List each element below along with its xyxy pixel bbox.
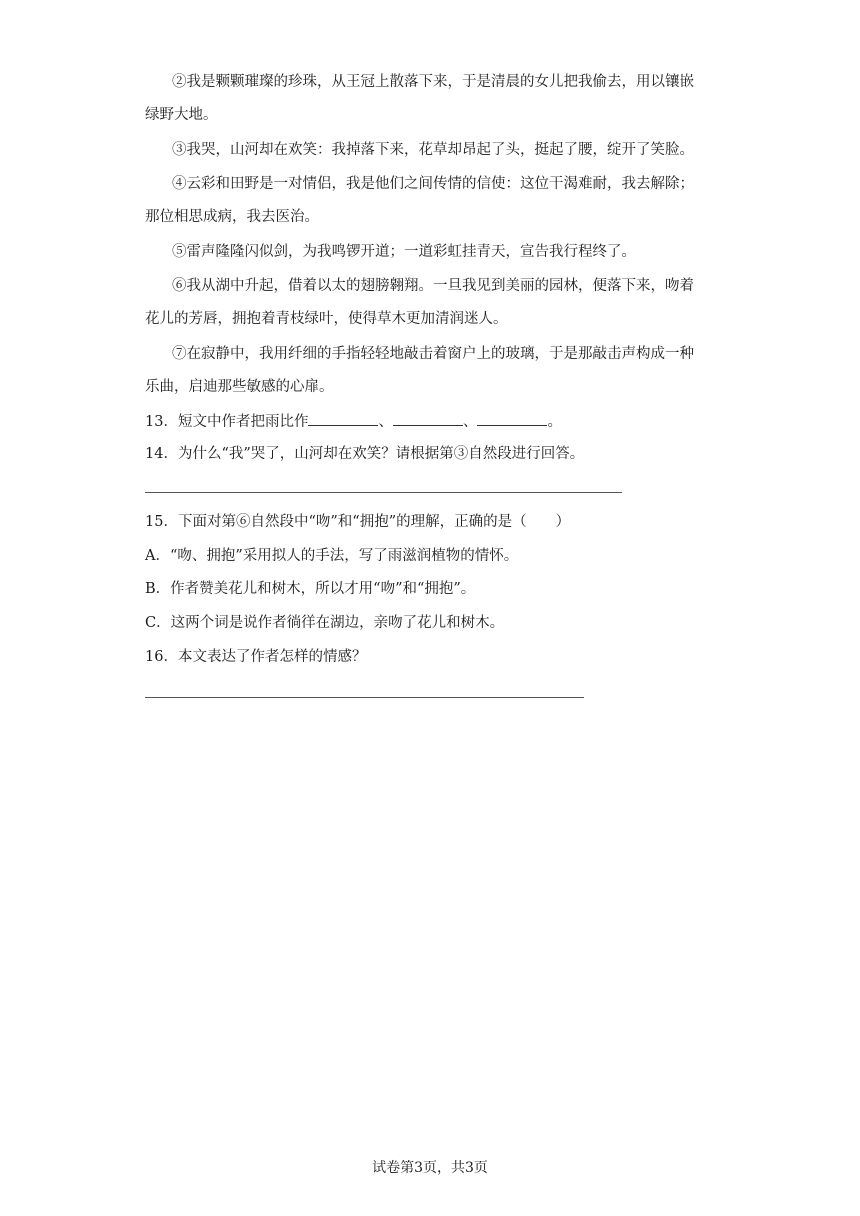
page-footer: 试卷第3页，共3页 [372, 1160, 488, 1176]
paragraph-5-line-1: ⑤雷声隆隆闪似剑，为我鸣锣开道；一道彩虹挂青天，宣告我行程终了。 [172, 244, 636, 260]
question-13-separator-1: 、 [378, 414, 393, 430]
answer-blank-2[interactable] [393, 411, 463, 426]
paragraph-2-line-2: 绿野大地。 [145, 107, 218, 123]
question-13-end: 。 [547, 414, 562, 430]
paragraph-4-line-2: 那位相思成病，我去医治。 [145, 209, 319, 225]
option-c[interactable]: C．这两个词是说作者徜徉在湖边，亲吻了花儿和树木。 [145, 615, 505, 631]
question-13 [145, 411, 562, 432]
answer-blank-1[interactable] [308, 411, 378, 426]
answer-line-16[interactable] [145, 697, 584, 698]
paragraph-3-line-1: ③我哭，山河却在欢笑：我掉落下来，花草却昂起了头，挺起了腰，绽开了笑脸。 [172, 142, 694, 158]
option-b[interactable]: B．作者赞美花儿和树木，所以才用“吻”和“拥抱”。 [145, 581, 476, 597]
paragraph-7-line-1: ⑦在寂静中，我用纤细的手指轻轻地敲击着窗户上的玻璃，于是那敲击声构成一种 [172, 346, 694, 362]
paragraph-2-line-1: ②我是颗颗璀璨的珍珠，从王冠上散落下来，于是清晨的女儿把我偷去，用以镶嵌 [172, 74, 694, 90]
paragraph-6-line-2: 花儿的芳唇，拥抱着青枝绿叶，使得草木更加清润迷人。 [145, 311, 508, 327]
question-13-prefix: 13．短文中作者把雨比作 [145, 414, 309, 430]
paragraph-7-line-2: 乐曲，启迪那些敏感的心扉。 [145, 379, 334, 395]
question-13-separator-2: 、 [462, 414, 478, 430]
option-a[interactable]: A．“吻、拥抱”采用拟人的手法，写了雨滋润植物的情怀。 [145, 548, 519, 564]
answer-blank-3[interactable] [477, 411, 547, 426]
paragraph-4-line-1: ④云彩和田野是一对情侣，我是他们之间传情的信使：这位干渴难耐，我去解除； [172, 176, 694, 192]
question-14: 14．为什么“我”哭了，山河却在欢笑？请根据第③自然段进行回答。 [145, 446, 585, 462]
question-16: 16．本文表达了作者怎样的情感？ [145, 649, 367, 665]
answer-line-14[interactable] [145, 492, 622, 493]
question-15-stem: 15．下面对第⑥自然段中“吻”和“拥抱”的理解，正确的是（ ） [145, 514, 571, 530]
paragraph-6-line-1: ⑥我从湖中升起，借着以太的翅膀翱翔。一旦我见到美丽的园林，便落下来，吻着 [172, 278, 694, 294]
